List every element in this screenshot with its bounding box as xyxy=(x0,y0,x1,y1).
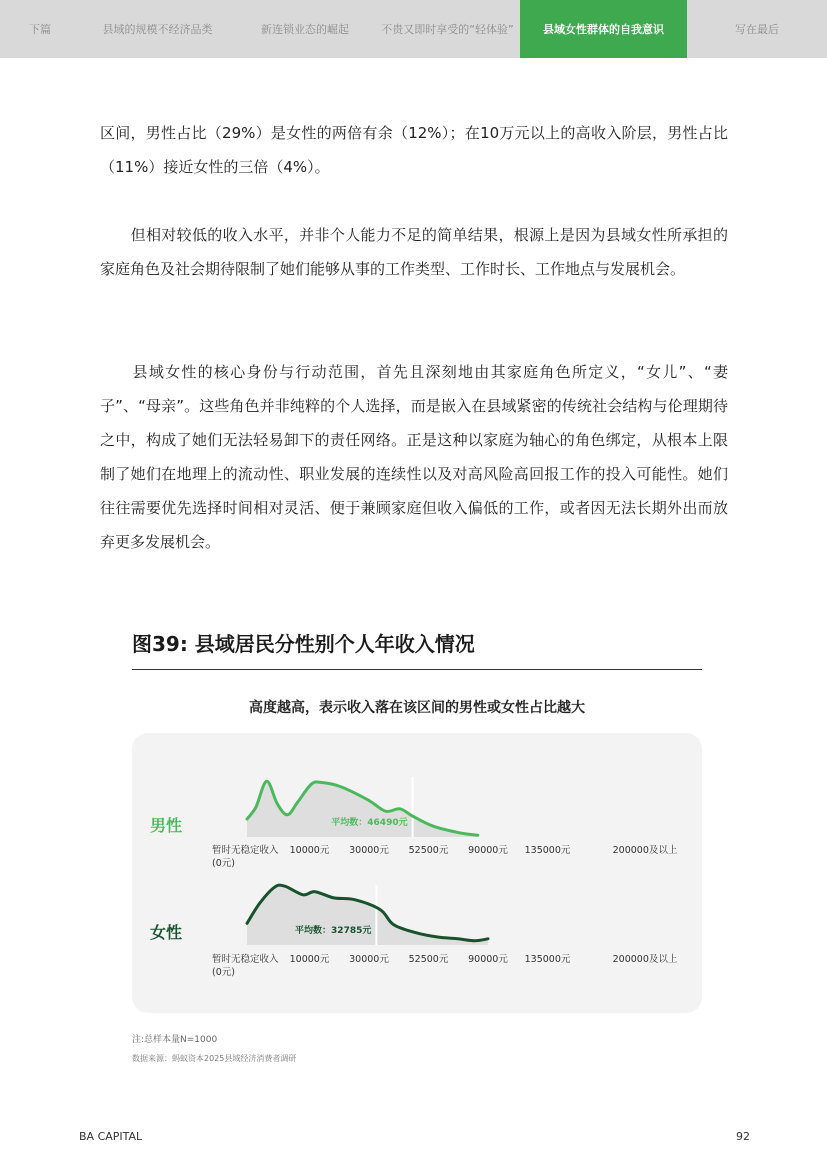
nav-tab-female-self-awareness[interactable]: 县域女性群体的自我意识 xyxy=(520,0,687,58)
tick-label-female-1: 10000元 xyxy=(289,954,330,965)
tick-label-male-1: 10000元 xyxy=(289,845,330,856)
income-distribution-chart xyxy=(132,733,702,1013)
series-label-female: 女性 xyxy=(150,923,183,942)
tick-label-male-0: 暂时无稳定收入 xyxy=(212,845,279,856)
tick-label-female-3: 52500元 xyxy=(408,954,449,965)
page-number: 92 xyxy=(736,1130,750,1143)
paragraph-income-cause: 但相对较低的收入水平，并非个人能力不足的简单结果，根源上是因为县域女性所承担的家庭角色及社会期待限制了她们能够从事的工作类型、工作时长、工作地点与发展机会。 xyxy=(100,226,728,278)
tick-label-female-5: 135000元 xyxy=(524,954,571,965)
tick-label-male-0-line2: (0元) xyxy=(212,858,235,869)
data-source: 数据来源：蚂蚁资本2025县域经济消费者调研 xyxy=(132,1054,297,1063)
nav-tab-xiapian[interactable]: 下篇 xyxy=(29,23,51,36)
chart-panel xyxy=(132,733,702,1013)
tick-label-male-5: 135000元 xyxy=(524,845,571,856)
nav-tab-afterword[interactable]: 写在最后 xyxy=(735,23,779,36)
mean-label-male: 平均数：46490元 xyxy=(331,818,408,828)
tick-label-female-4: 90000元 xyxy=(468,954,508,965)
nav-tab-light-experience[interactable]: 不贵又即时享受的“轻体验” xyxy=(381,23,514,36)
nav-tab-diseconomy-categories[interactable]: 县域的规模不经济品类 xyxy=(102,23,213,36)
paragraph-income-gap: 区间，男性占比（29%）是女性的两倍有余（12%）；在10万元以上的高收入阶层，男性占比（11%）接近女性的三倍（4%）。 xyxy=(100,124,728,176)
figure-title: 图39: 县域居民分性别个人年收入情况 xyxy=(132,632,475,656)
series-label-male: 男性 xyxy=(150,816,183,835)
tick-label-male-4: 90000元 xyxy=(468,845,508,856)
sample-size-note: 注:总样本量N=1000 xyxy=(132,1035,218,1045)
figure-subtitle: 高度越高，表示收入落在该区间的男性或女性占比越大 xyxy=(249,700,585,716)
tick-label-male-2: 30000元 xyxy=(349,845,389,856)
footer-brand: BA CAPITAL xyxy=(79,1130,143,1143)
tick-label-female-2: 30000元 xyxy=(349,954,389,965)
top-navigation xyxy=(0,0,827,58)
tick-label-male-3: 52500元 xyxy=(408,845,449,856)
paragraph-family-role: 县域女性的核心身份与行动范围，首先且深刻地由其家庭角色所定义，“女儿”、“妻子”、“母亲”。这些角色并非纯粹的个人选择，而是嵌入在县域紧密的传统社会结构与伦理期待之中，构成了她们无法轻易卸下的责任网络。正是这种以家庭为轴心的角色绑定，从根本上限制了她们在地理上的流动性、职业发展的连续性以及对高风险高回报工作的投入可能性。她们往往需要优先选择时间相对灵活、便于兼顾家庭但收入偏低的工作，或者因无法长期外出而放弃更多发展机会。 xyxy=(100,363,728,551)
tick-label-female-0: 暂时无稳定收入 xyxy=(212,954,279,965)
tick-label-female-0-line2: (0元) xyxy=(212,967,235,978)
nav-tab-new-chain-formats[interactable]: 新连锁业态的崛起 xyxy=(261,23,349,36)
series-area-female xyxy=(247,885,488,945)
figure-title-rule xyxy=(132,669,702,670)
mean-label-female: 平均数：32785元 xyxy=(295,926,372,936)
tick-label-male-6: 200000及以上 xyxy=(612,845,678,856)
tick-label-female-6: 200000及以上 xyxy=(612,954,678,965)
